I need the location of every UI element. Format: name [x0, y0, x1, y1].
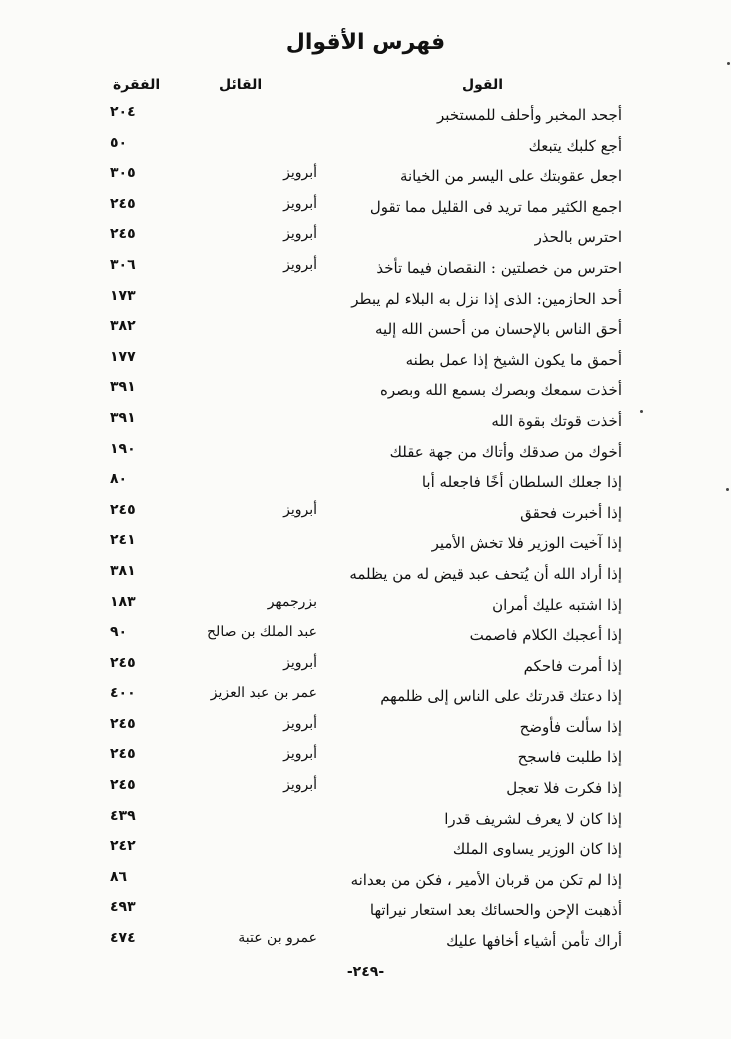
entry-paragraph-number: ٣٠٥ — [110, 165, 136, 182]
entry-quote: أخذت قوتك بقوة الله — [491, 411, 622, 430]
entry-quote: اجعل عقوبتك على اليسر من الخيانة — [399, 167, 622, 186]
entry-quote: احترس من خصلتين : النقصان فيما تأخذ — [376, 258, 622, 277]
entry-paragraph-number: ٢٤٥ — [110, 746, 136, 763]
entry-paragraph-number: ٤٩٣ — [110, 899, 136, 916]
entry-quote: أراك تأمن أشياء أخافها عليك — [446, 932, 622, 951]
index-entry-row — [0, 651, 731, 682]
entry-quote: إذا أعجبك الكلام فاصمت — [469, 626, 622, 645]
index-entries-list — [0, 100, 731, 957]
index-entry-row — [0, 681, 731, 712]
entry-paragraph-number: ٢٤٢ — [110, 838, 136, 855]
index-entry-row — [0, 865, 731, 896]
entry-quote: إذا كان الوزير يساوى الملك — [452, 840, 622, 859]
column-headers — [0, 70, 731, 100]
index-entry-row — [0, 284, 731, 315]
index-entry-row — [0, 437, 731, 468]
index-entry-row — [0, 375, 731, 406]
entry-quote: أخذت سمعك وبصرك بسمع الله وبصره — [380, 381, 622, 400]
quote-column-header: القول — [461, 77, 503, 93]
entry-speaker: أبرويز — [283, 777, 317, 794]
entry-paragraph-number: ١٨٣ — [110, 593, 136, 610]
entry-paragraph-number: ٣٠٦ — [110, 256, 136, 273]
entry-speaker: عبد الملك بن صالح — [207, 624, 317, 641]
entry-paragraph-number: ٣٩١ — [110, 409, 136, 426]
entry-speaker: أبرويز — [283, 746, 317, 763]
entry-quote: أحق الناس بالإحسان من أحسن الله إليه — [375, 320, 622, 339]
entry-quote: إذا أخبرت فحقق — [520, 503, 622, 522]
entry-speaker: أبرويز — [283, 226, 317, 243]
entry-quote: أذهبت الإحن والحسائك بعد استعار نيراتها — [369, 901, 622, 920]
index-entry-row — [0, 406, 731, 437]
entry-quote: إذا سألت فأوضح — [519, 717, 622, 736]
entry-speaker: أبرويز — [283, 501, 317, 518]
entry-paragraph-number: ٢٤٥ — [110, 777, 136, 794]
entry-speaker: أبرويز — [283, 715, 317, 732]
entry-paragraph-number: ٨٦ — [110, 868, 128, 885]
index-entry-row — [0, 559, 731, 590]
entry-quote: إذا لم تكن من قربان الأمير ، فكن من بعدانه — [350, 870, 622, 889]
index-entry-row — [0, 467, 731, 498]
margin-speck — [640, 410, 643, 413]
margin-speck — [727, 62, 730, 65]
index-entry-row — [0, 895, 731, 926]
entry-paragraph-number: ٢٤٥ — [110, 501, 136, 518]
index-entry-row — [0, 222, 731, 253]
entry-paragraph-number: ٣٩١ — [110, 379, 136, 396]
entry-paragraph-number: ١٩٠ — [110, 440, 136, 457]
index-entry-row — [0, 131, 731, 162]
entry-paragraph-number: ٢٤٥ — [110, 715, 136, 732]
entry-paragraph-number: ٢٤٥ — [110, 226, 136, 243]
page-title: فهرس الأقوال — [285, 30, 446, 55]
index-entry-row — [0, 528, 731, 559]
entry-quote: احترس بالحذر — [534, 228, 622, 247]
entry-speaker: عمرو بن عتبة — [238, 930, 317, 947]
entry-quote: اجمع الكثير مما تريد فى القليل مما تقول — [369, 197, 622, 216]
entry-speaker: عمر بن عبد العزيز — [210, 685, 317, 702]
index-entry-row — [0, 773, 731, 804]
entry-paragraph-number: ٤٠٠ — [110, 685, 136, 702]
entry-speaker: أبرويز — [283, 195, 317, 212]
entry-speaker: أبرويز — [283, 165, 317, 182]
entry-paragraph-number: ٣٨١ — [110, 562, 136, 579]
entry-paragraph-number: ١٧٧ — [110, 348, 136, 365]
entry-speaker: بزرجمهر — [267, 593, 317, 610]
index-entry-row — [0, 345, 731, 376]
entry-quote: أجع كلبك يتبعك — [528, 136, 622, 155]
index-entry-row — [0, 620, 731, 651]
index-entry-row — [0, 712, 731, 743]
index-entry-row — [0, 742, 731, 773]
entry-quote: أحمق ما يكون الشيخ إذا عمل بطنه — [405, 350, 622, 369]
index-entry-row — [0, 314, 731, 345]
entry-paragraph-number: ٨٠ — [110, 471, 128, 488]
entry-quote: أحد الحازمين: الذى إذا نزل به البلاء لم يبطر — [351, 289, 622, 308]
index-entry-row — [0, 253, 731, 284]
index-entry-row — [0, 590, 731, 621]
entry-quote: أجحد المخبر وأحلف للمستخبر — [437, 106, 622, 124]
entry-paragraph-number: ٢٠٤ — [110, 104, 136, 120]
entry-speaker: أبرويز — [283, 654, 317, 671]
entry-quote: إذا فكرت فلا تعجل — [506, 779, 622, 798]
entry-quote: إذا أمرت فاحكم — [523, 656, 622, 675]
entry-paragraph-number: ٥٠ — [110, 134, 128, 151]
entry-quote: إذا جعلك السلطان أخًا فاجعله أبا — [421, 473, 622, 492]
index-entry-row — [0, 834, 731, 865]
index-entry-row — [0, 192, 731, 223]
speaker-column-header: القائل — [219, 77, 263, 93]
entry-quote: إذا طلبت فاسجح — [517, 748, 622, 767]
index-entry-row — [0, 804, 731, 835]
entry-quote: أخوك من صدقك وأتاك من جهة عقلك — [389, 442, 622, 461]
entry-paragraph-number: ٤٣٩ — [110, 807, 136, 824]
paragraph-column-header: الفقرة — [113, 77, 161, 93]
entry-paragraph-number: ٢٤٥ — [110, 195, 136, 212]
entry-quote: إذا آخيت الوزير فلا تخش الأمير — [431, 534, 622, 553]
entry-quote: إذا أراد الله أن يُتحف عبد قيض له من يظلمه — [349, 564, 622, 583]
entry-quote: إذا دعتك قدرتك على الناس إلى ظلمهم — [380, 687, 622, 706]
entry-quote: إذا كان لا يعرف لشريف قدرا — [444, 809, 622, 828]
entry-paragraph-number: ١٧٣ — [110, 287, 136, 304]
entry-paragraph-number: ٢٤٥ — [110, 654, 136, 671]
entry-paragraph-number: ٢٤١ — [110, 532, 136, 549]
entry-paragraph-number: ٤٧٤ — [110, 930, 136, 947]
index-entry-row — [0, 926, 731, 957]
entry-paragraph-number: ٩٠ — [110, 624, 128, 641]
index-entry-row — [0, 161, 731, 192]
entry-quote: إذا اشتبه عليك أمران — [492, 595, 622, 614]
entry-speaker: أبرويز — [283, 256, 317, 273]
margin-speck — [726, 488, 729, 491]
index-entry-row — [0, 100, 731, 131]
entry-paragraph-number: ٣٨٢ — [110, 318, 136, 335]
page-number: -٢٤٩- — [346, 964, 385, 980]
index-entry-row — [0, 498, 731, 529]
